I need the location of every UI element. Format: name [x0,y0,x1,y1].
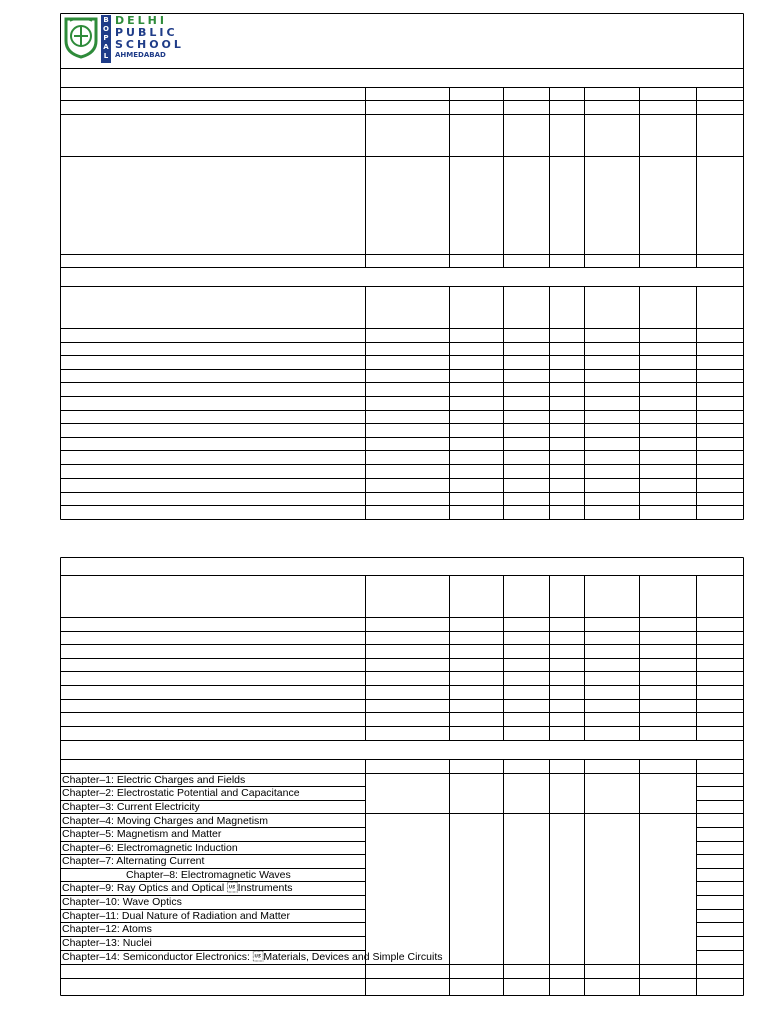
crest-icon [62,15,100,59]
chapter-label: Chapter–7: Alternating Current [62,855,205,867]
chapter-label: Chapter–9: Ray Optics and Optical Instruments [62,882,293,894]
logo-wordmark [115,15,184,60]
chapter-label: Chapter–14: Semiconductor Electronics: Materials, Devices and Simple Circuits [62,951,443,963]
chapter-label: Chapter–1: Electric Charges and Fields [62,774,246,786]
chapter-label: Chapter–11: Dual Nature of Radiation and Matter [62,910,291,922]
chapter-label: Chapter–6: Electromagnetic Induction [62,842,238,854]
logo-side-letter: B [103,16,109,24]
chapter-label: Chapter–13: Nuclei [62,937,152,949]
logo-side-band [101,15,111,63]
school-logo [62,14,184,63]
logo-line-school: SCHOOL [115,38,184,51]
logo-side-letter: O [103,25,109,33]
chapter-label: Chapter–10: Wave Optics [62,896,182,908]
chapter-label: Chapter–4: Moving Charges and Magnetism [62,815,269,827]
logo-side-letter: A [103,43,109,51]
logo-line-city: AHMEDABAD [115,51,166,59]
chapter-label: Chapter–3: Current Electricity [62,801,200,813]
chapter-label: Chapter–12: Atoms [62,923,152,935]
chapter-label: Chapter–2: Electrostatic Potential and Capacitance [62,787,300,799]
logo-line-delhi: DELHI [115,14,167,27]
logo-side-letter: P [103,34,109,42]
logo-side-letter: L [103,52,109,60]
chapter-label: Chapter–8: Electromagnetic Waves [126,869,291,881]
logo-line-public: PUBLIC [115,26,178,39]
chapter-label: Chapter–5: Magnetism and Matter [62,828,222,840]
